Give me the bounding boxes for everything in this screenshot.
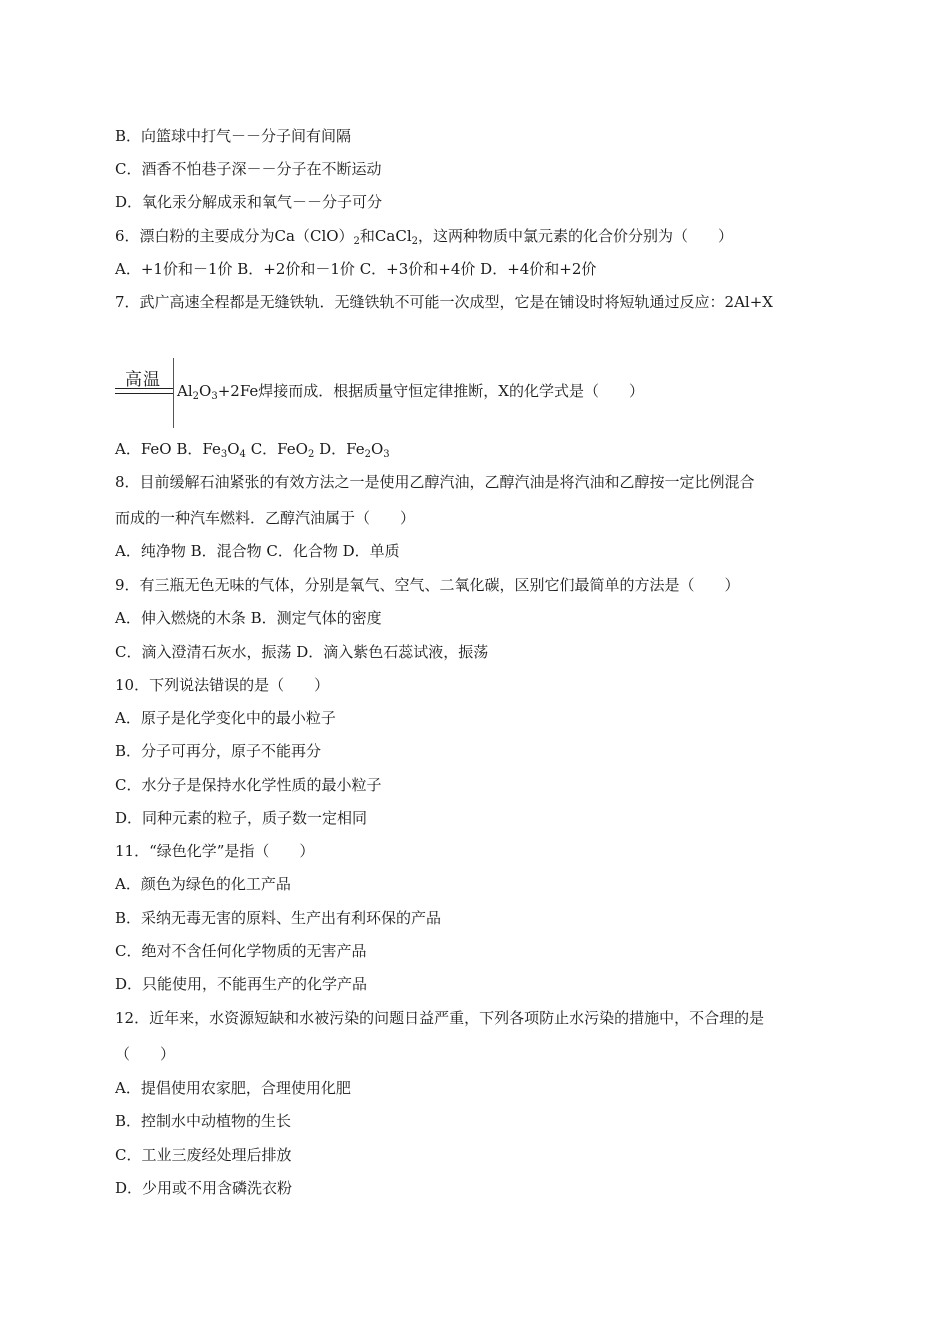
q6-stem (115, 225, 733, 247)
subscript: 2 (192, 391, 200, 402)
condition-label: 高温 (125, 370, 161, 390)
q6-stem-part: 6．漂白粉的主要成分为Ca（ClO） (115, 227, 354, 245)
q10-option-c: C．水分子是保持水化学性质的最小粒子 (115, 776, 382, 794)
q11-option-d: D．只能使用，不能再生产的化学产品 (115, 975, 368, 993)
q8-options: A．纯净物 B．混合物 C．化合物 D．单质 (115, 542, 400, 560)
subscript: 2 (364, 449, 371, 460)
q12-stem-line1: 12．近年来，水资源短缺和水被污染的问题日益严重，下列各项防止水污染的措施中，不合理的是 (115, 1009, 765, 1027)
q11-stem: 11．“绿色化学”是指（ ） (115, 842, 315, 860)
subscript: 3 (211, 391, 218, 402)
opt-part: C．FeO (245, 440, 308, 458)
q7-stem-part: +2Fe焊接而成．根据质量守恒定律推断，X的化学式是（ ） (217, 382, 644, 400)
q8-stem-line1: 8．目前缓解石油紧张的有效方法之一是使用乙醇汽油，乙醇汽油是将汽油和乙醇按一定比例混合 (115, 473, 755, 491)
q6-options: A．+1价和－1价 B．+2价和－1价 C．+3价和+4价 D．+4价和+2价 (115, 260, 597, 278)
q5-option-d: D．氧化汞分解成汞和氧气－－分子可分 (115, 193, 383, 211)
subscript: 2 (353, 236, 360, 247)
q9-options-cd: C．滴入澄清石灰水，振荡 D．滴入紫色石蕊试液，振荡 (115, 643, 489, 661)
q7-reaction (115, 358, 835, 428)
q12-stem-line2: （ ） (115, 1045, 176, 1063)
q7-stem: 7．武广高速全程都是无缝铁轨．无缝铁轨不可能一次成型，它是在铺设时将短轨通过反应：2Al+X (115, 293, 773, 311)
opt-part: D．Fe (314, 440, 365, 458)
subscript: 2 (307, 449, 315, 460)
q12-option-b: B．控制水中动植物的生长 (115, 1112, 292, 1130)
subscript: 3 (220, 449, 228, 460)
subscript: 3 (383, 449, 390, 460)
q10-option-a: A．原子是化学变化中的最小粒子 (115, 709, 336, 727)
q5-option-c: C．酒香不怕巷子深－－分子在不断运动 (115, 160, 382, 178)
q11-option-b: B．采纳无毒无害的原料、生产出有利环保的产品 (115, 909, 442, 927)
q10-option-d: D．同种元素的粒子，质子数一定相同 (115, 809, 368, 827)
q11-option-a: A．颜色为绿色的化工产品 (115, 875, 291, 893)
divider (173, 358, 174, 428)
q7-stem-continued (177, 380, 644, 402)
subscript: 4 (239, 449, 246, 460)
q6-stem-part: ，这两种物质中氯元素的化合价分别为（ ） (418, 227, 734, 245)
q5-option-b: B．向篮球中打气－－分子间有间隔 (115, 127, 352, 145)
q10-option-b: B．分子可再分，原子不能再分 (115, 742, 322, 760)
q10-stem: 10．下列说法错误的是（ ） (115, 676, 330, 694)
q6-stem-part: 和CaCl (359, 227, 412, 245)
q12-option-a: A．提倡使用农家肥，合理使用化肥 (115, 1079, 351, 1097)
opt-part: O (227, 440, 240, 458)
q11-option-c: C．绝对不含任何化学物质的无害产品 (115, 942, 367, 960)
equals-line-top (115, 388, 173, 389)
q7-options (115, 438, 390, 460)
reaction-condition (115, 358, 173, 428)
q9-options-ab: A．伸入燃烧的木条 B．测定气体的密度 (115, 609, 382, 627)
opt-part: A．FeO B．Fe (115, 440, 221, 458)
q12-option-d: D．少用或不用含磷洗衣粉 (115, 1179, 293, 1197)
equals-line-bottom (115, 393, 173, 394)
formula-part: O (199, 382, 212, 400)
opt-part: O (370, 440, 384, 458)
q12-option-c: C．工业三废经处理后排放 (115, 1146, 292, 1164)
q8-stem-line2: 而成的一种汽车燃料．乙醇汽油属于（ ） (115, 509, 416, 527)
subscript: 2 (411, 236, 418, 247)
q9-stem: 9．有三瓶无色无味的气体，分别是氧气、空气、二氧化碳，区别它们最简单的方法是（ ） (115, 576, 740, 594)
formula-part: Al (177, 382, 193, 400)
